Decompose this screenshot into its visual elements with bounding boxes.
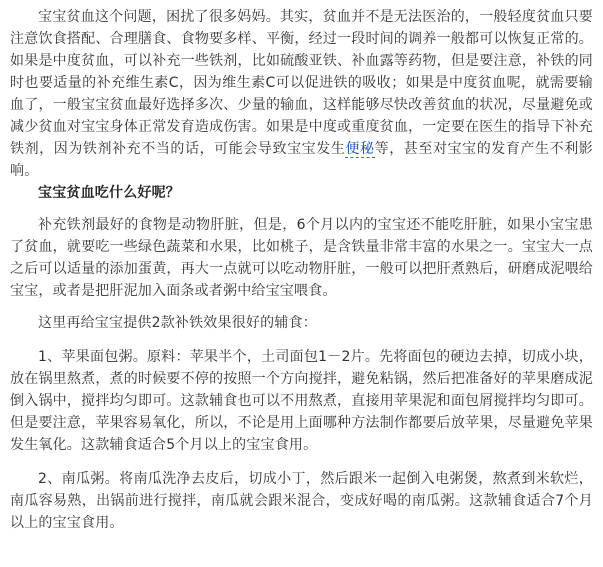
paragraph-iron-foods: 补充铁剂最好的食物是动物肝脏，但是，6个月以内的宝宝还不能吃肝脏，如果小宝宝患了贫血，就要吃一些绿色蔬菜和水果，比如桃子，是含铁量非常丰富的水果之一。宝宝大一点之后可以适量的添加蛋黄，再大一点就可以吃动物肝脏，一般可以把肝煮熟后，研磨成泥喂给宝宝，或者是把肝泥加入面条或者粥中给宝宝喂食。	[10, 217, 593, 299]
paragraph-recipe-pumpkin: 2、南瓜粥。将南瓜洗净去皮后，切成小丁，然后跟米一起倒入电粥煲，熬煮到米软烂，南瓜容易熟，出锅前进行搅拌，南瓜就会跟米混合，变成好喝的南瓜粥。这款辅食适合7个月以上的宝宝食用。	[10, 471, 593, 531]
paragraph1-text-start: 宝宝贫血这个问题，困扰了很多妈妈。其实，贫血并不是无法医治的，一般轻度贫血只要注意饮食搭配、合理膳食、食物要多样、平衡，经过一段时间的调养一般都可以恢复正常的。如果是中度贫血，可以补充一些铁剂，比如硫酸亚铁、补血露等药物，但是要注意，补铁的同时也要适量的补充维生素C，因为维生素C可以促进铁的吸收；如果是中度贫血呢，就需要输血了，一般宝宝贫血最好选择多次、少量的输血，这样能够尽快改善贫血的状况，尽量避免或减少贫血对宝宝身体正常发育造成伤害。如果是中度或重度贫血，一定要在医生的指导下补充铁剂，因为铁剂补充不当的话，可能会导致宝宝发生	[10, 9, 593, 157]
constipation-link[interactable]: 便秘	[345, 141, 375, 157]
paragraph-anemia-treatment	[10, 6, 593, 182]
paragraph-recipes-intro: 这里再给宝宝提供2款补铁效果很好的辅食：	[38, 315, 317, 331]
section-heading: 宝宝贫血吃什么好呢？	[38, 185, 180, 201]
paragraph1-text-end: 等，甚至对宝宝的发育产生不利影响。	[10, 141, 593, 179]
paragraph-recipe-apple-bread: 1、苹果面包粥。原料：苹果半个，土司面包1－2片。先将面包的硬边去掉，切成小块，放在锅里熬煮，煮的时候要不停的按照一个方向搅拌，避免粘锅，然后把准备好的苹果磨成泥倒入锅中，搅拌均匀即可。这款辅食也可以不用熬煮，直接用苹果泥和面包屑搅拌均匀即可。但是要注意，苹果容易氧化，所以，不论是用上面哪种方法制作都要后放苹果，尽量避免苹果发生氧化。这款辅食适合5个月以上的宝宝食用。	[10, 349, 593, 453]
